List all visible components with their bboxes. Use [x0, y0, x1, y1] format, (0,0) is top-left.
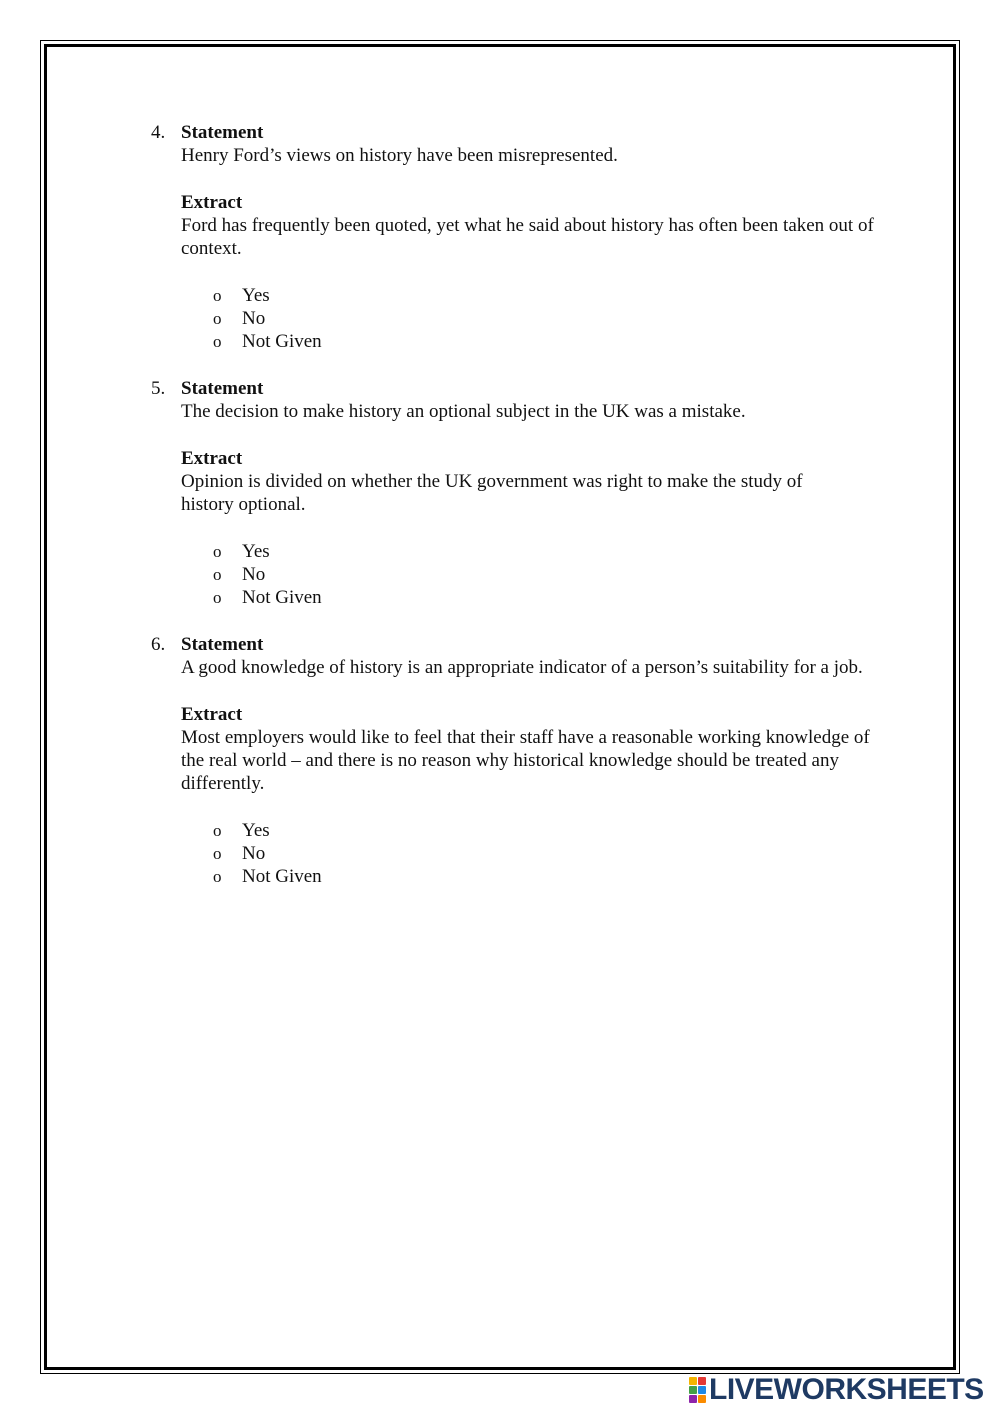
logo-block — [689, 1386, 697, 1394]
statement-heading: Statement — [181, 378, 264, 399]
logo-block — [698, 1377, 706, 1385]
radio-bullet-icon: o — [213, 867, 222, 886]
option-label: Yes — [242, 541, 270, 562]
question-4 — [151, 121, 891, 353]
answer-options — [181, 540, 891, 609]
option-label: No — [242, 564, 266, 585]
logo-block — [698, 1386, 706, 1394]
radio-bullet-icon: o — [213, 588, 222, 607]
option-no[interactable] — [213, 307, 891, 330]
radio-bullet-icon: o — [213, 821, 222, 840]
option-not-given[interactable] — [213, 865, 891, 888]
option-no[interactable] — [213, 563, 891, 586]
question-6 — [151, 633, 891, 888]
statement-heading: Statement — [181, 122, 264, 143]
extract-text: Opinion is divided on whether the UK government was right to make the study of history optional. — [181, 471, 803, 515]
option-yes[interactable] — [213, 540, 891, 563]
extract-heading: Extract — [181, 192, 243, 213]
statement-text: The decision to make history an optional subject in the UK was a mistake. — [181, 401, 746, 422]
option-label: Yes — [242, 820, 270, 841]
answer-options — [181, 284, 891, 353]
question-number: 6. — [151, 634, 166, 655]
logo-block — [698, 1395, 706, 1403]
extract-text: Ford has frequently been quoted, yet what he said about history has often been taken out of context. — [181, 215, 874, 259]
option-not-given[interactable] — [213, 330, 891, 353]
option-label: No — [242, 308, 266, 329]
option-label: Yes — [242, 285, 270, 306]
question-5 — [151, 377, 891, 609]
option-not-given[interactable] — [213, 586, 891, 609]
liveworksheets-logo — [689, 1373, 984, 1407]
logo-block — [689, 1377, 697, 1385]
extract-heading: Extract — [181, 704, 243, 725]
option-no[interactable] — [213, 842, 891, 865]
option-label: No — [242, 843, 266, 864]
statement-text: A good knowledge of history is an appropriate indicator of a person’s suitability for a job. — [181, 657, 863, 678]
option-label: Not Given — [242, 866, 322, 887]
statement-text: Henry Ford’s views on history have been misrepresented. — [181, 145, 618, 166]
radio-bullet-icon: o — [213, 565, 222, 584]
liveworksheets-logo-icon — [689, 1377, 706, 1403]
answer-options — [181, 819, 891, 888]
option-yes[interactable] — [213, 819, 891, 842]
radio-bullet-icon: o — [213, 286, 222, 305]
extract-text: Most employers would like to feel that their staff have a reasonable working knowledge of the real world – and there is no reason why historical knowledge should be treated any differently. — [181, 727, 870, 794]
extract-heading: Extract — [181, 448, 243, 469]
option-label: Not Given — [242, 331, 322, 352]
option-label: Not Given — [242, 587, 322, 608]
radio-bullet-icon: o — [213, 309, 222, 328]
option-yes[interactable] — [213, 284, 891, 307]
question-number: 4. — [151, 122, 166, 143]
logo-block — [689, 1395, 697, 1403]
logo-text: LIVEWORKSHEETS — [709, 1373, 984, 1406]
radio-bullet-icon: o — [213, 332, 222, 351]
question-number: 5. — [151, 378, 166, 399]
radio-bullet-icon: o — [213, 844, 222, 863]
statement-heading: Statement — [181, 634, 264, 655]
radio-bullet-icon: o — [213, 542, 222, 561]
